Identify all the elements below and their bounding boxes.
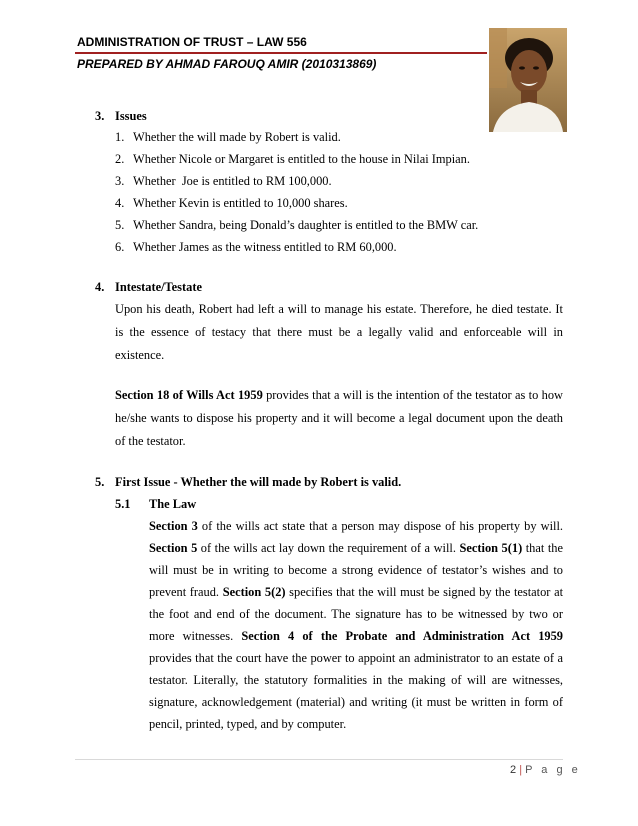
issue-4-number: 4. xyxy=(115,196,125,210)
intestate-para2-line2: he/she wants to dispose his property and it will become a legal document upon the death xyxy=(115,411,563,425)
law-line-8: testator. Literally, the statutory formalities in the making of will are witnesses, xyxy=(149,673,563,687)
subsection-5-1-number: 5.1 xyxy=(115,497,131,511)
law-line-9: signature, acknowledgement (material) and writing (it must be written in form of xyxy=(149,695,563,709)
issue-2-text: Whether Nicole or Margaret is entitled to the house in Nilai Impian. xyxy=(133,152,470,166)
author-photo xyxy=(489,28,567,132)
intestate-para1-line1: Upon his death, Robert had left a will to manage his estate. Therefore, he died testate. It xyxy=(115,302,563,316)
document-subtitle: PREPARED BY AHMAD FAROUQ AMIR (2010313869) xyxy=(77,57,377,71)
law-line-3: will must be in writing to become a strong evidence of testator’s wishes and to xyxy=(149,563,563,577)
issue-1-text: Whether the will made by Robert is valid. xyxy=(133,130,341,144)
intestate-para2-line1: Section 18 of Wills Act 1959 provides that a will is the intention of the testator as to how xyxy=(115,388,563,402)
issue-5-number: 5. xyxy=(115,218,125,232)
page-number: 2 xyxy=(510,764,517,776)
intestate-para1-line3: existence. xyxy=(115,348,165,362)
footer-separator: | xyxy=(519,764,523,776)
page-footer xyxy=(510,764,581,776)
law-line-5: the foot and end of the document. The signature has to be witnessed by two or xyxy=(149,607,563,621)
section-4-number: 4. xyxy=(95,280,105,294)
issue-1-number: 1. xyxy=(115,130,125,144)
issue-6-text: Whether James as the witness entitled to RM 60,000. xyxy=(133,240,397,254)
law-line-7: provides that the court have the power to appoint an administrator to an estate of a xyxy=(149,651,563,665)
issue-3-text: Whether Joe is entitled to RM 100,000. xyxy=(133,174,332,188)
section-4-heading: Intestate/Testate xyxy=(115,280,202,294)
issue-4-text: Whether Kevin is entitled to 10,000 shares. xyxy=(133,196,348,210)
intestate-para2-line3: of the testator. xyxy=(115,434,186,448)
law-line-4: prevent fraud. Section 5(2) specifies that the will must be signed by the testator at xyxy=(149,585,564,599)
document-title: ADMINISTRATION OF TRUST – LAW 556 xyxy=(77,35,307,49)
header-rule xyxy=(75,52,487,54)
page-label: P a g e xyxy=(525,764,581,776)
subsection-5-1-heading: The Law xyxy=(149,497,197,511)
footer-rule xyxy=(75,759,563,760)
section-3-heading: Issues xyxy=(115,109,147,123)
law-line-10: pencil, printed, typed, and by computer. xyxy=(149,717,347,731)
issue-5-text: Whether Sandra, being Donald’s daughter is entitled to the BMW car. xyxy=(133,218,479,232)
law-line-1: Section 3 of the wills act state that a person may dispose of his property by will. xyxy=(149,519,564,533)
law-line-2: Section 5 of the wills act lay down the requirement of a will. Section 5(1) that the xyxy=(149,541,563,555)
issue-3-number: 3. xyxy=(115,174,125,188)
intestate-para1-line2: is the essence of testacy that there must be a legally valid and enforceable will in xyxy=(115,325,563,339)
law-line-6: more witnesses. Section 4 of the Probate and Administration Act 1959 xyxy=(149,629,564,643)
section-3-number: 3. xyxy=(95,109,105,123)
issue-6-number: 6. xyxy=(115,240,125,254)
section-5-number: 5. xyxy=(95,475,105,489)
issue-2-number: 2. xyxy=(115,152,125,166)
section-5-heading: First Issue - Whether the will made by Robert is valid. xyxy=(115,475,402,489)
